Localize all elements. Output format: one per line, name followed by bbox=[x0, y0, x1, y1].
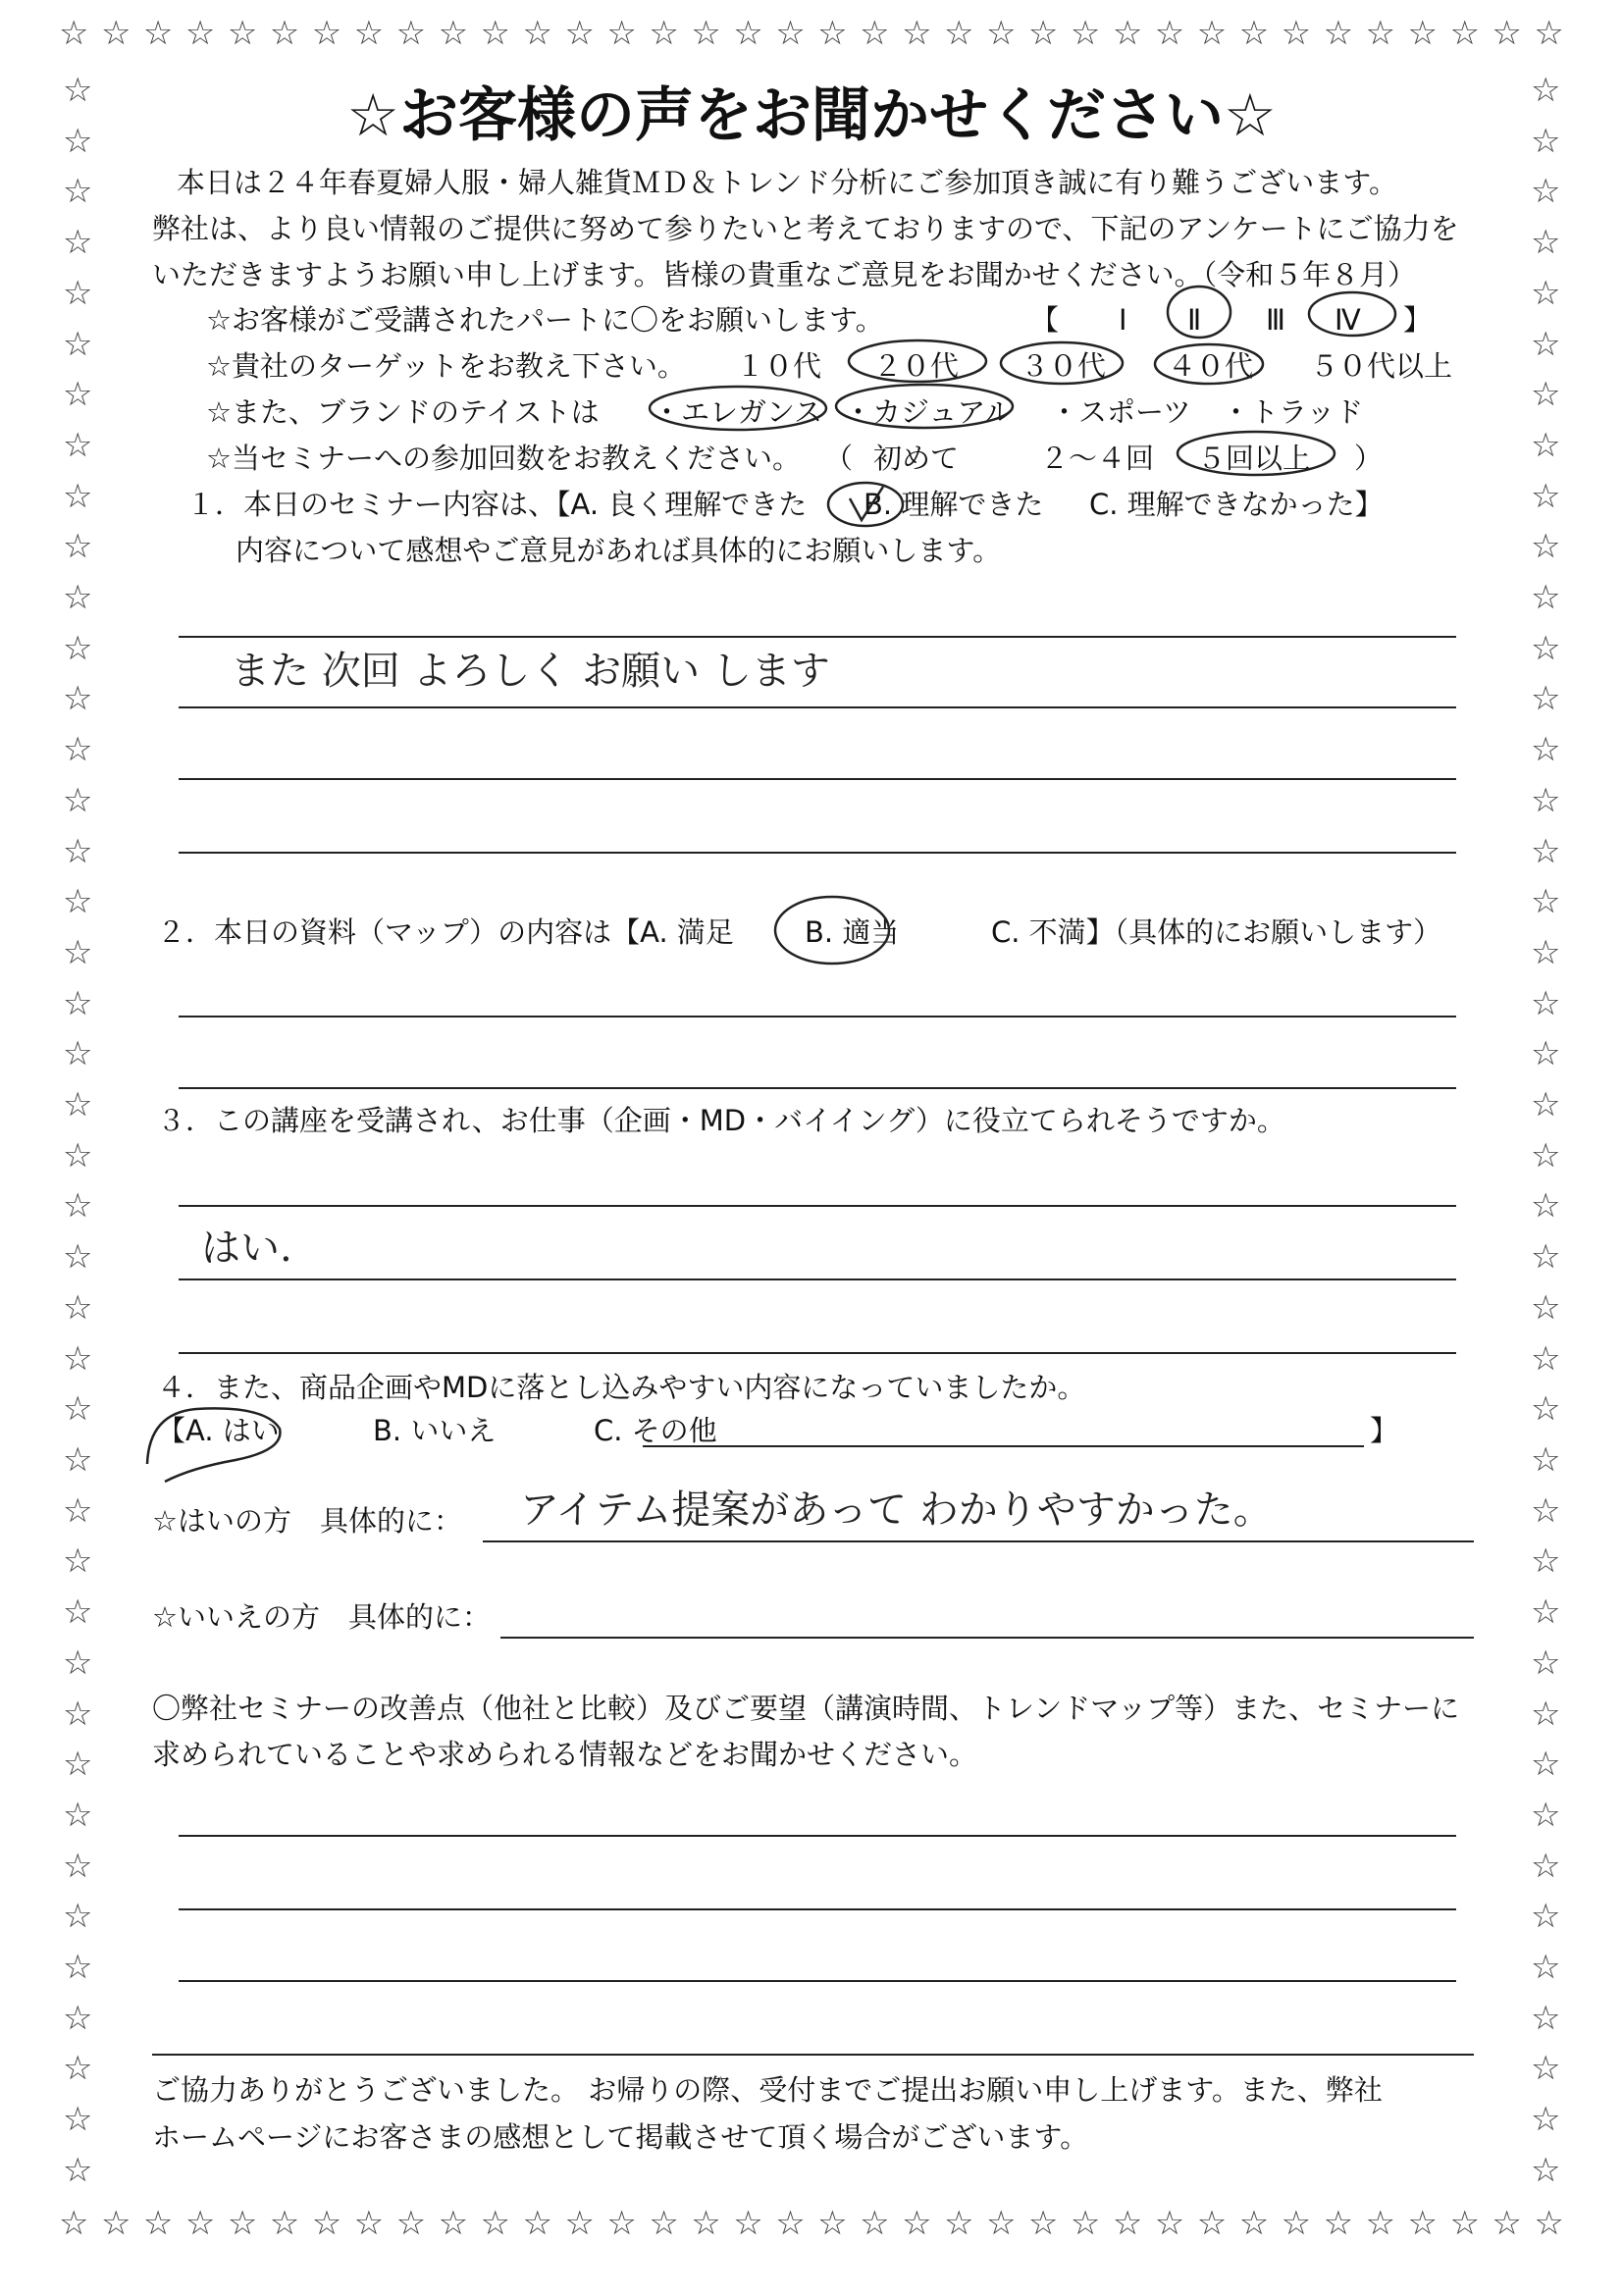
border-star-icon: ☆ bbox=[1531, 1338, 1561, 1379]
border-star-icon: ☆ bbox=[63, 1998, 93, 2038]
border-star-icon: ☆ bbox=[1112, 14, 1143, 53]
border-star-icon: ☆ bbox=[1238, 14, 1270, 53]
border-star-icon: ☆ bbox=[1531, 1237, 1561, 1278]
count-close-paren: ） bbox=[1354, 442, 1384, 475]
improve-prompt-line-1: 〇弊社セミナーの改善点（他社と比較）及びご要望（講演時間、トレンドマップ等）また、セミナーに bbox=[152, 1692, 1460, 1725]
target-option-20s[interactable]: ２０代 bbox=[873, 349, 960, 383]
border-star-icon: ☆ bbox=[1531, 1135, 1561, 1175]
border-star-icon: ☆ bbox=[100, 14, 131, 53]
border-star-icon: ☆ bbox=[480, 14, 511, 53]
q1-option-b[interactable]: B. 理解できた bbox=[864, 488, 1044, 521]
border-star-icon: ☆ bbox=[1531, 1846, 1561, 1886]
border-star-icon: ☆ bbox=[63, 1592, 93, 1633]
border-star-icon: ☆ bbox=[1365, 2204, 1396, 2243]
border-star-icon: ☆ bbox=[1281, 2204, 1312, 2243]
border-star-icon: ☆ bbox=[1238, 2204, 1270, 2243]
border-star-icon: ☆ bbox=[1531, 1897, 1561, 1937]
border-star-icon: ☆ bbox=[649, 2204, 679, 2243]
border-star-icon: ☆ bbox=[775, 14, 806, 53]
border-star-icon: ☆ bbox=[1531, 324, 1561, 364]
border-star-icon: ☆ bbox=[733, 14, 763, 53]
border-star-icon: ☆ bbox=[1154, 2204, 1185, 2243]
border-star-icon: ☆ bbox=[63, 1439, 93, 1480]
border-star-icon: ☆ bbox=[63, 273, 93, 313]
closing-line-1: ご協力ありがとうございました。 お帰りの際、受付までご提出お願い申し上げます。また、弊社 bbox=[152, 2073, 1383, 2107]
border-star-icon: ☆ bbox=[1531, 1541, 1561, 1582]
border-star-icon: ☆ bbox=[63, 425, 93, 465]
q3-answer-line-3 bbox=[179, 1352, 1456, 1354]
part-option-1[interactable]: Ⅰ bbox=[1119, 303, 1127, 337]
q4-yes-line bbox=[483, 1540, 1474, 1542]
border-star-icon: ☆ bbox=[1492, 2204, 1522, 2243]
border-star-icon: ☆ bbox=[1531, 527, 1561, 567]
border-star-icon: ☆ bbox=[63, 1135, 93, 1175]
q4-option-c[interactable]: C. その他 bbox=[594, 1414, 717, 1447]
border-star-icon: ☆ bbox=[1531, 1998, 1561, 2038]
border-star-icon: ☆ bbox=[63, 730, 93, 770]
taste-question: ☆また、ブランドのテイストは bbox=[206, 395, 600, 429]
border-star-icon: ☆ bbox=[1534, 14, 1564, 53]
border-star-icon: ☆ bbox=[63, 2100, 93, 2140]
star-border-bottom bbox=[59, 2204, 1564, 2243]
part-close-bracket: 】 bbox=[1403, 303, 1433, 337]
part-option-4[interactable]: Ⅳ bbox=[1335, 303, 1361, 337]
q4-option-b[interactable]: B. いいえ bbox=[373, 1414, 497, 1447]
border-star-icon: ☆ bbox=[606, 14, 637, 53]
border-star-icon: ☆ bbox=[63, 983, 93, 1023]
border-star-icon: ☆ bbox=[63, 1897, 93, 1937]
q1-prompt: １．本日のセミナー内容は、【A. 良く理解できた bbox=[186, 488, 808, 521]
border-star-icon: ☆ bbox=[63, 1034, 93, 1074]
border-star-icon: ☆ bbox=[63, 1338, 93, 1379]
border-star-icon: ☆ bbox=[63, 1287, 93, 1328]
border-star-icon: ☆ bbox=[1531, 273, 1561, 313]
q3-answer-line-2 bbox=[179, 1278, 1456, 1280]
border-star-icon: ☆ bbox=[1531, 983, 1561, 1023]
border-star-icon: ☆ bbox=[1196, 14, 1228, 53]
q4-option-a[interactable]: 【A. はい bbox=[157, 1414, 280, 1447]
q1-subprompt: 内容について感想やご意見があれば具体的にお願いします。 bbox=[236, 534, 1002, 567]
border-star-icon: ☆ bbox=[63, 1085, 93, 1125]
target-option-10s[interactable]: １０代 bbox=[736, 349, 822, 383]
q2-answer-line-1 bbox=[179, 1016, 1456, 1018]
border-star-icon: ☆ bbox=[902, 14, 932, 53]
border-star-icon: ☆ bbox=[775, 2204, 806, 2243]
part-open-bracket: 【 bbox=[1030, 303, 1060, 337]
intro-line-1: 本日は２４年春夏婦人服・婦人雑貨ＭＤ＆トレンド分析にご参加頂き誠に有り難うございます。 bbox=[177, 166, 1397, 199]
border-star-icon: ☆ bbox=[311, 2204, 342, 2243]
improve-answer-line-1 bbox=[179, 1835, 1456, 1837]
q4-no-line bbox=[500, 1637, 1474, 1639]
border-star-icon: ☆ bbox=[1531, 2100, 1561, 2140]
border-star-icon: ☆ bbox=[564, 14, 595, 53]
star-border-right bbox=[1531, 71, 1560, 2190]
border-star-icon: ☆ bbox=[902, 2204, 932, 2243]
q1-answer-line-3 bbox=[179, 778, 1456, 780]
border-star-icon: ☆ bbox=[1534, 2204, 1564, 2243]
taste-option-sports[interactable]: ・スポーツ bbox=[1050, 395, 1191, 429]
border-star-icon: ☆ bbox=[860, 14, 890, 53]
border-star-icon: ☆ bbox=[63, 121, 93, 161]
border-star-icon: ☆ bbox=[63, 1541, 93, 1582]
border-star-icon: ☆ bbox=[59, 2204, 89, 2243]
border-star-icon: ☆ bbox=[1531, 425, 1561, 465]
q2-option-c[interactable]: C. 不満】（具体的にお願いします） bbox=[991, 915, 1442, 949]
target-option-30s[interactable]: ３０代 bbox=[1021, 349, 1107, 383]
border-star-icon: ☆ bbox=[1027, 14, 1059, 53]
border-star-icon: ☆ bbox=[1531, 578, 1561, 618]
q1-answer-line-2 bbox=[179, 706, 1456, 708]
border-star-icon: ☆ bbox=[1492, 14, 1522, 53]
border-star-icon: ☆ bbox=[1323, 14, 1354, 53]
part-question: ☆お客様がご受講されたパートに〇をお願いします。 bbox=[206, 303, 884, 337]
border-star-icon: ☆ bbox=[1531, 882, 1561, 922]
q1-option-c[interactable]: C. 理解できなかった】 bbox=[1089, 488, 1384, 521]
border-star-icon: ☆ bbox=[63, 527, 93, 567]
border-star-icon: ☆ bbox=[63, 223, 93, 263]
target-question: ☆貴社のターゲットをお教え下さい。 bbox=[206, 349, 686, 383]
border-star-icon: ☆ bbox=[395, 14, 427, 53]
q4-yes-label: ☆はいの方 具体的に： bbox=[152, 1504, 462, 1538]
border-star-icon: ☆ bbox=[227, 2204, 258, 2243]
border-star-icon: ☆ bbox=[184, 2204, 216, 2243]
border-star-icon: ☆ bbox=[1027, 2204, 1059, 2243]
improve-prompt-line-2: 求められていることや求められる情報などをお聞かせください。 bbox=[152, 1738, 978, 1771]
border-star-icon: ☆ bbox=[1365, 14, 1396, 53]
part-option-2[interactable]: Ⅱ bbox=[1187, 303, 1202, 337]
closing-line-2: ホームページにお客さまの感想として掲載させて頂く場合がございます。 bbox=[152, 2120, 1089, 2154]
border-star-icon: ☆ bbox=[985, 2204, 1017, 2243]
border-star-icon: ☆ bbox=[63, 1643, 93, 1683]
border-star-icon: ☆ bbox=[1531, 71, 1561, 110]
border-star-icon: ☆ bbox=[63, 172, 93, 212]
border-star-icon: ☆ bbox=[480, 2204, 511, 2243]
border-star-icon: ☆ bbox=[1531, 1694, 1561, 1734]
border-star-icon: ☆ bbox=[985, 14, 1017, 53]
border-star-icon: ☆ bbox=[1323, 2204, 1354, 2243]
border-star-icon: ☆ bbox=[1531, 2150, 1561, 2190]
border-star-icon: ☆ bbox=[63, 679, 93, 719]
border-star-icon: ☆ bbox=[1531, 1389, 1561, 1430]
border-star-icon: ☆ bbox=[522, 14, 552, 53]
border-star-icon: ☆ bbox=[1531, 1490, 1561, 1531]
border-star-icon: ☆ bbox=[1531, 1034, 1561, 1074]
q3-handwritten-answer: はい. bbox=[201, 1226, 292, 1271]
border-star-icon: ☆ bbox=[269, 2204, 300, 2243]
border-star-icon: ☆ bbox=[1531, 1287, 1561, 1328]
q4-other-line bbox=[643, 1445, 1364, 1447]
border-star-icon: ☆ bbox=[1531, 1745, 1561, 1785]
border-star-icon: ☆ bbox=[564, 2204, 595, 2243]
border-star-icon: ☆ bbox=[606, 2204, 637, 2243]
border-star-icon: ☆ bbox=[438, 14, 469, 53]
border-star-icon: ☆ bbox=[1531, 172, 1561, 212]
border-star-icon: ☆ bbox=[1449, 14, 1480, 53]
q1-answer-line-1 bbox=[179, 636, 1456, 638]
border-star-icon: ☆ bbox=[1154, 14, 1185, 53]
target-option-50s-plus[interactable]: ５０代以上 bbox=[1310, 349, 1453, 383]
border-star-icon: ☆ bbox=[63, 1237, 93, 1278]
border-star-icon: ☆ bbox=[63, 476, 93, 516]
q4-no-label: ☆いいえの方 具体的に： bbox=[152, 1600, 491, 1634]
border-star-icon: ☆ bbox=[1531, 2049, 1561, 2089]
border-star-icon: ☆ bbox=[142, 14, 174, 53]
count-option-first[interactable]: 初めて bbox=[873, 442, 960, 475]
part-option-3[interactable]: Ⅲ bbox=[1266, 303, 1285, 337]
border-star-icon: ☆ bbox=[227, 14, 258, 53]
border-star-icon: ☆ bbox=[63, 1186, 93, 1226]
border-star-icon: ☆ bbox=[1531, 223, 1561, 263]
q2-prompt: ２．本日の資料（マップ）の内容は【A. 満足 bbox=[157, 915, 734, 949]
border-star-icon: ☆ bbox=[1531, 831, 1561, 871]
border-star-icon: ☆ bbox=[63, 324, 93, 364]
border-star-icon: ☆ bbox=[269, 14, 300, 53]
border-star-icon: ☆ bbox=[733, 2204, 763, 2243]
border-star-icon: ☆ bbox=[817, 2204, 848, 2243]
q3-prompt: ３．この講座を受講され、お仕事（企画・MD・バイイング）に役立てられそうですか。 bbox=[157, 1104, 1285, 1137]
border-star-icon: ☆ bbox=[1112, 2204, 1143, 2243]
closing-divider bbox=[152, 2054, 1474, 2056]
intro-line-2: 弊社は、より良い情報のご提供に努めて参りたいと考えておりますので、下記のアンケートにご協力を bbox=[152, 212, 1459, 245]
border-star-icon: ☆ bbox=[63, 780, 93, 820]
border-star-icon: ☆ bbox=[1196, 2204, 1228, 2243]
border-star-icon: ☆ bbox=[1531, 780, 1561, 820]
border-star-icon: ☆ bbox=[353, 2204, 385, 2243]
border-star-icon: ☆ bbox=[1531, 1085, 1561, 1125]
border-star-icon: ☆ bbox=[63, 628, 93, 668]
border-star-icon: ☆ bbox=[1531, 730, 1561, 770]
page-title: ☆お客様の声をお聞かせください☆ bbox=[346, 81, 1277, 150]
border-star-icon: ☆ bbox=[63, 1795, 93, 1835]
border-star-icon: ☆ bbox=[63, 1389, 93, 1430]
border-star-icon: ☆ bbox=[691, 14, 721, 53]
border-star-icon: ☆ bbox=[63, 375, 93, 415]
border-star-icon: ☆ bbox=[522, 2204, 552, 2243]
q3-answer-line-1 bbox=[179, 1205, 1456, 1207]
count-option-5-plus[interactable]: ５回以上 bbox=[1197, 442, 1312, 475]
border-star-icon: ☆ bbox=[59, 14, 89, 53]
border-star-icon: ☆ bbox=[691, 2204, 721, 2243]
border-star-icon: ☆ bbox=[1531, 679, 1561, 719]
q4-prompt: ４．また、商品企画やMDに落とし込みやすい内容になっていましたか。 bbox=[157, 1371, 1086, 1404]
border-star-icon: ☆ bbox=[1531, 1948, 1561, 1988]
border-star-icon: ☆ bbox=[1281, 14, 1312, 53]
border-star-icon: ☆ bbox=[1070, 2204, 1101, 2243]
border-star-icon: ☆ bbox=[1531, 1592, 1561, 1633]
border-star-icon: ☆ bbox=[63, 2150, 93, 2190]
q1-handwritten-answer: また 次回 よろしく お願い します bbox=[231, 649, 830, 694]
border-star-icon: ☆ bbox=[142, 2204, 174, 2243]
border-star-icon: ☆ bbox=[63, 578, 93, 618]
star-border-left bbox=[63, 71, 92, 2190]
border-star-icon: ☆ bbox=[63, 1694, 93, 1734]
taste-option-casual[interactable]: ・カジュアル bbox=[844, 395, 1014, 429]
count-question: ☆当セミナーへの参加回数をお教えください。 bbox=[206, 442, 801, 475]
border-star-icon: ☆ bbox=[1531, 1439, 1561, 1480]
border-star-icon: ☆ bbox=[63, 1490, 93, 1531]
border-star-icon: ☆ bbox=[438, 2204, 469, 2243]
intro-line-3: いただきますようお願い申し上げます。皆様の貴重なご意見をお聞かせください。（令和５年８月） bbox=[152, 258, 1417, 291]
count-open-paren: （ bbox=[824, 442, 854, 475]
border-star-icon: ☆ bbox=[817, 14, 848, 53]
border-star-icon: ☆ bbox=[395, 2204, 427, 2243]
border-star-icon: ☆ bbox=[63, 1846, 93, 1886]
border-star-icon: ☆ bbox=[944, 2204, 974, 2243]
border-star-icon: ☆ bbox=[63, 831, 93, 871]
taste-option-elegance[interactable]: ・エレガンス bbox=[653, 395, 823, 429]
q1-answer-line-4 bbox=[179, 852, 1456, 854]
border-star-icon: ☆ bbox=[63, 1948, 93, 1988]
border-star-icon: ☆ bbox=[944, 14, 974, 53]
improve-answer-line-2 bbox=[179, 1908, 1456, 1910]
border-star-icon: ☆ bbox=[311, 14, 342, 53]
border-star-icon: ☆ bbox=[1531, 932, 1561, 972]
border-star-icon: ☆ bbox=[860, 2204, 890, 2243]
border-star-icon: ☆ bbox=[1407, 14, 1438, 53]
border-star-icon: ☆ bbox=[63, 71, 93, 110]
border-star-icon: ☆ bbox=[1531, 1795, 1561, 1835]
border-star-icon: ☆ bbox=[63, 1745, 93, 1785]
border-star-icon: ☆ bbox=[1531, 121, 1561, 161]
taste-option-trad[interactable]: ・トラッド bbox=[1222, 395, 1364, 429]
border-star-icon: ☆ bbox=[100, 2204, 131, 2243]
improve-answer-line-3 bbox=[179, 1980, 1456, 1982]
q2-option-b[interactable]: B. 適当 bbox=[805, 915, 900, 949]
border-star-icon: ☆ bbox=[1531, 1186, 1561, 1226]
border-star-icon: ☆ bbox=[63, 882, 93, 922]
border-star-icon: ☆ bbox=[649, 14, 679, 53]
count-option-2-4[interactable]: ２～４回 bbox=[1040, 442, 1155, 475]
star-border-top bbox=[59, 14, 1564, 53]
border-star-icon: ☆ bbox=[1531, 628, 1561, 668]
border-star-icon: ☆ bbox=[1531, 476, 1561, 516]
q4-close-bracket: 】 bbox=[1370, 1414, 1399, 1447]
q4-yes-handwritten-answer: アイテム提案があって わかりやすかった。 bbox=[520, 1487, 1273, 1533]
border-star-icon: ☆ bbox=[1449, 2204, 1480, 2243]
border-star-icon: ☆ bbox=[1531, 1643, 1561, 1683]
q2-answer-line-2 bbox=[179, 1087, 1456, 1089]
border-star-icon: ☆ bbox=[353, 14, 385, 53]
border-star-icon: ☆ bbox=[1407, 2204, 1438, 2243]
border-star-icon: ☆ bbox=[63, 932, 93, 972]
border-star-icon: ☆ bbox=[1531, 375, 1561, 415]
border-star-icon: ☆ bbox=[184, 14, 216, 53]
border-star-icon: ☆ bbox=[1070, 14, 1101, 53]
target-option-40s[interactable]: ４０代 bbox=[1168, 349, 1254, 383]
border-star-icon: ☆ bbox=[63, 2049, 93, 2089]
